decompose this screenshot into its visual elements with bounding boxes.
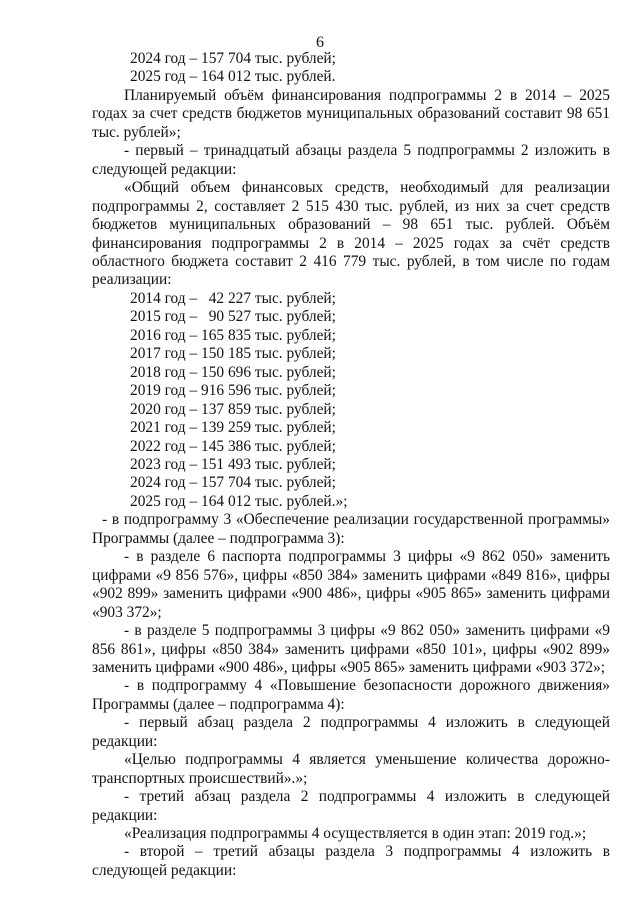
- paragraph-subprogram-3: - в подпрограмму 3 «Обеспечение реализации государственной программы» Программы (далее – подпрограмма 3):: [92, 511, 610, 547]
- paragraph-subprogram-4-implementation: «Реализация подпрограммы 4 осуществляется в один этап: 2019 год.»;: [124, 825, 587, 843]
- paragraph-total-financing: «Общий объем финансовых средств, необходимый для реализации подпрограммы 2, составляет 2 515 430 тыс. рублей, из них за счет средств бюджетов муниципальных образований – 98 651 тыс. рублей. Объём финансирования подпрограммы 2 в 2014 – 2025 годах за счёт средств областного бюджета составит 2 416 779 тыс. рублей, в том числе по годам реализации:: [92, 179, 610, 289]
- year-line: 2022 год – 145 386 тыс. рублей;: [130, 437, 336, 455]
- year-list: [92, 290, 610, 511]
- paragraph-subprogram-4: - в подпрограмму 4 «Повышение безопасности дорожного движения» Программы (далее – подпрограмма 4):: [92, 677, 610, 713]
- paragraph-subprogram-3-section-6: - в разделе 6 паспорта подпрограммы 3 цифры «9 862 050» заменить цифрами «9 856 576», цифры «850 384» заменить цифрами «849 816», цифры «902 899» заменить цифрами «900 486», цифры «905 865» заменить цифрами «903 372»;: [92, 548, 610, 621]
- year-line: 2024 год – 157 704 тыс. рублей;: [130, 50, 336, 67]
- year-line: 2025 год – 164 012 тыс. рублей.»;: [130, 492, 348, 510]
- year-line: 2015 год – 90 527 тыс. рублей;: [130, 308, 336, 326]
- year-line: 2020 год – 137 859 тыс. рублей;: [130, 400, 336, 418]
- paragraph-subprogram-4-first: - первый абзац раздела 2 подпрограммы 4 изложить в следующей редакции:: [92, 714, 610, 750]
- paragraph-first-thirteenth: - первый – тринадцатый абзацы раздела 5 подпрограммы 2 изложить в следующей редакции:: [92, 142, 610, 178]
- paragraph-subprogram-3-section-5: - в разделе 5 подпрограммы 3 цифры «9 862 050» заменить цифрами «9 856 861», цифры «850 384» заменить цифрами «850 101», цифры «902 899» заменить цифрами «900 486», цифры «905 865» заменить цифрами «903 372»;: [92, 622, 610, 676]
- year-line: 2018 год – 150 696 тыс. рублей;: [130, 363, 336, 381]
- year-line: 2019 год – 916 596 тыс. рублей;: [130, 382, 336, 400]
- year-line: 2023 год – 151 493 тыс. рублей;: [130, 455, 336, 473]
- document-body: [92, 50, 610, 880]
- paragraph-subprogram-4-third: - третий абзац раздела 2 подпрограммы 4 изложить в следующей редакции:: [92, 788, 610, 824]
- paragraph-planned-financing: Планируемый объём финансирования подпрограммы 2 в 2014 – 2025 годах за счет средств бюджетов муниципальных образований составит 98 651 тыс. рублей»;: [92, 86, 610, 141]
- page-number: 6: [316, 34, 324, 51]
- year-line: 2016 год – 165 835 тыс. рублей;: [130, 326, 336, 344]
- year-line: 2025 год – 164 012 тыс. рублей.: [130, 68, 336, 86]
- year-line: 2014 год – 42 227 тыс. рублей;: [130, 289, 336, 307]
- year-line: 2024 год – 157 704 тыс. рублей;: [130, 474, 336, 492]
- year-line: 2017 год – 150 185 тыс. рублей;: [130, 345, 336, 363]
- year-line: 2021 год – 139 259 тыс. рублей;: [130, 419, 336, 437]
- paragraph-second-third: - второй – третий абзацы раздела 3 подпрограммы 4 изложить в следующей редакции:: [92, 843, 610, 879]
- paragraph-subprogram-4-goal: «Целью подпрограммы 4 является уменьшение количества дорожно-транспортных происшествий».»;: [92, 751, 610, 787]
